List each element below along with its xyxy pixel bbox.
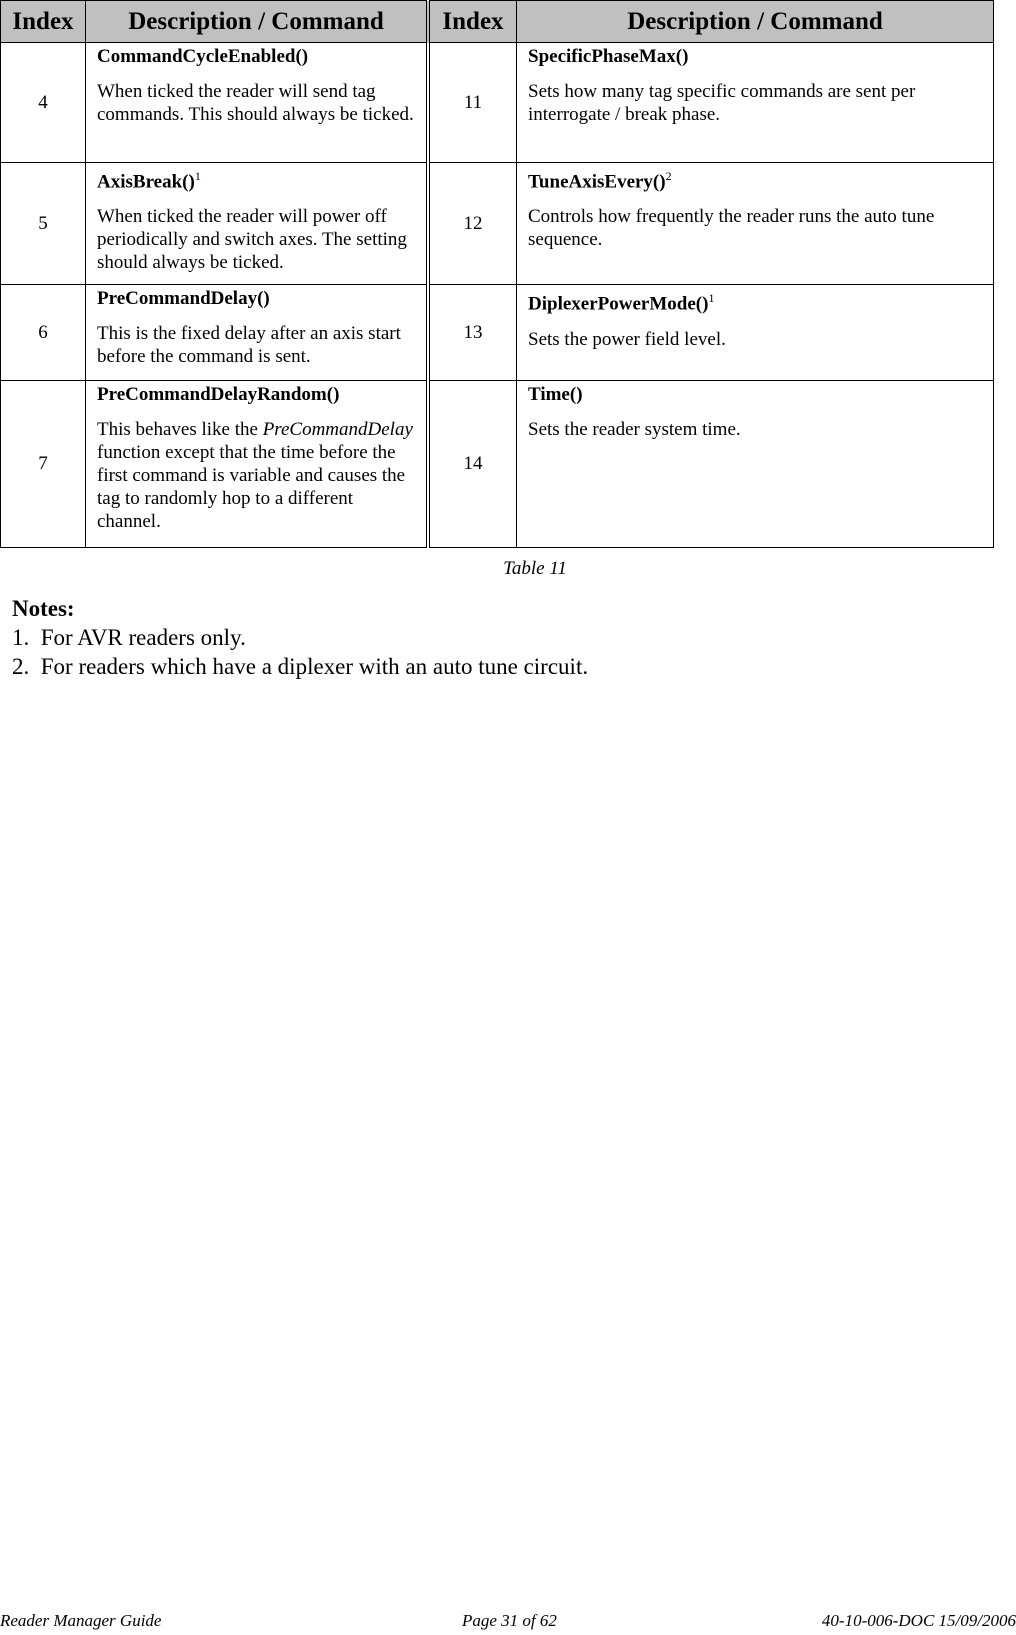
index-cell: 7 <box>1 381 86 548</box>
footnote-ref: 2 <box>665 169 672 183</box>
footer-doc-id: 40-10-006-DOC 15/09/2006 <box>821 1611 1016 1630</box>
command-description: This is the fixed delay after an axis start before the command is sent. <box>97 323 401 368</box>
index-cell: 12 <box>428 163 517 285</box>
description-cell <box>517 163 994 285</box>
command-name: Time() <box>528 384 583 406</box>
command-description: Controls how frequently the reader runs the auto tune sequence. <box>528 206 935 251</box>
table-row <box>1 285 994 381</box>
index-cell: 4 <box>1 43 86 163</box>
index-cell: 13 <box>428 285 517 381</box>
footnote-ref: 1 <box>708 291 715 306</box>
table-header-row <box>1 1 994 43</box>
table-row <box>1 381 994 548</box>
function-reference: PreCommandDelay <box>262 419 413 441</box>
note-item: 1. For AVR readers only. <box>12 625 246 650</box>
description-cell <box>517 381 994 548</box>
footer-title: Reader Manager Guide <box>0 1611 162 1630</box>
footnote-ref: 1 <box>194 169 201 183</box>
footer-page-number: Page 31 of 62 <box>462 1611 557 1630</box>
command-name: CommandCycleEnabled() <box>97 46 309 67</box>
description-text: function except that the time before the first command is variable and causes the tag to randomly hop to a different channel. <box>97 442 406 533</box>
description-cell <box>517 285 994 381</box>
header-description: Description / Command <box>86 1 429 43</box>
command-description: Sets the reader system time. <box>528 419 741 441</box>
header-index: Index <box>428 1 517 43</box>
header-index: Index <box>1 1 86 43</box>
command-name: SpecificPhaseMax() <box>528 46 689 67</box>
command-description: When ticked the reader will power off periodically and switch axes. The setting should always be ticked. <box>97 206 407 274</box>
table-row <box>1 163 994 285</box>
command-description: When ticked the reader will send tag commands. This should always be ticked. <box>97 81 414 125</box>
index-cell: 14 <box>428 381 517 548</box>
command-name: PreCommandDelay() <box>97 288 270 310</box>
table-caption: Table 11 <box>503 558 567 579</box>
notes-section <box>12 594 588 681</box>
command-description: Sets the power field level. <box>528 328 726 350</box>
note-item: 2. For readers which have a diplexer with an auto tune circuit. <box>12 654 589 679</box>
command-name: AxisBreak() <box>97 171 195 193</box>
header-description: Description / Command <box>517 1 994 43</box>
description-cell <box>86 381 429 548</box>
command-name: DiplexerPowerMode() <box>528 293 709 315</box>
command-description: Sets how many tag specific commands are sent per interrogate / break phase. <box>528 81 916 125</box>
description-text: This behaves like the <box>97 419 263 441</box>
commands-table <box>0 0 994 548</box>
command-name: TuneAxisEvery() <box>528 171 666 193</box>
index-cell: 6 <box>1 285 86 381</box>
description-cell <box>86 43 429 163</box>
description-cell <box>86 285 429 381</box>
description-cell <box>517 43 994 163</box>
index-cell: 11 <box>428 43 517 163</box>
command-name: PreCommandDelayRandom() <box>97 384 340 406</box>
notes-title: Notes: <box>12 596 75 621</box>
table-row <box>1 43 994 163</box>
description-cell <box>86 163 429 285</box>
command-description <box>97 418 416 533</box>
index-cell: 5 <box>1 163 86 285</box>
